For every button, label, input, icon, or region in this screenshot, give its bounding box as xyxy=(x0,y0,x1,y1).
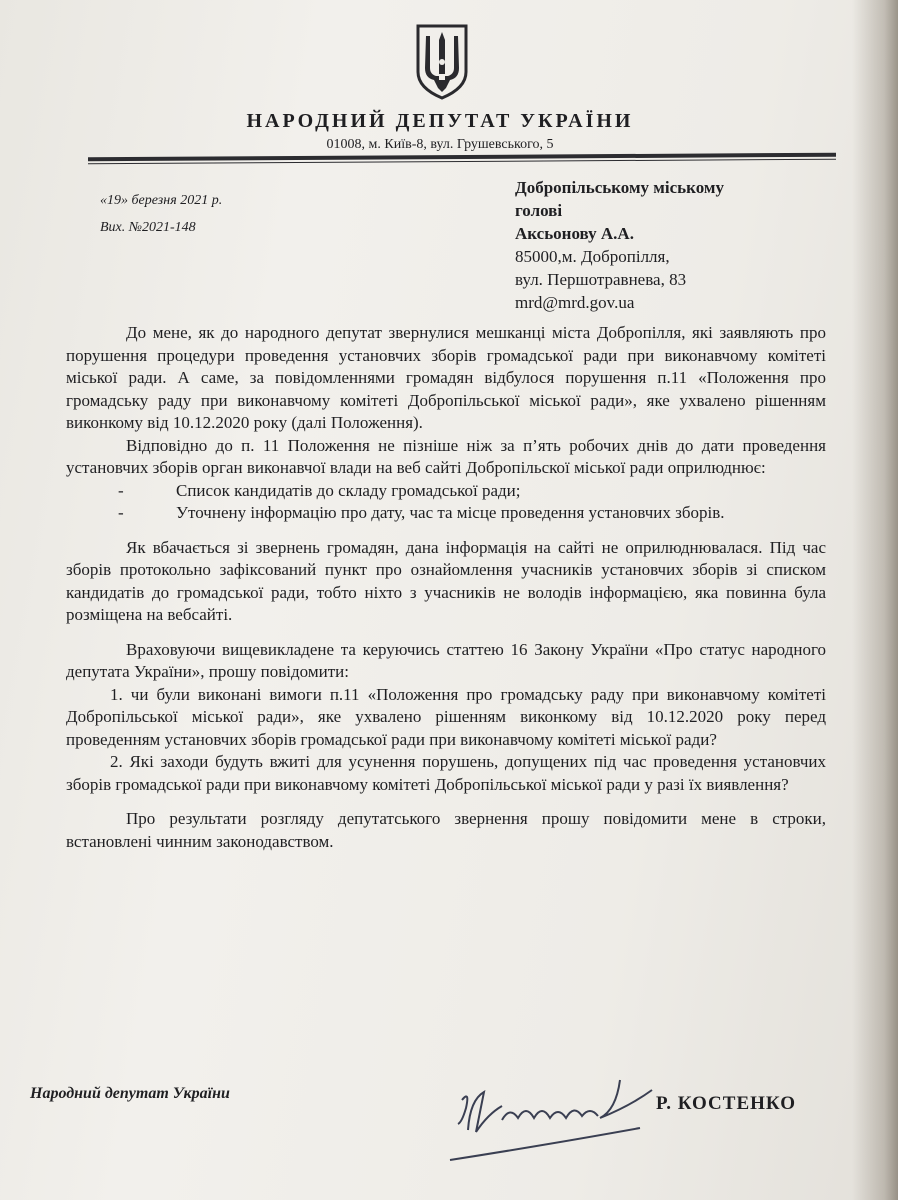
paragraph: Як вбачається зі звернень громадян, дана інформація на сайті не оприлюднювалася. Під час зборів протокольно зафіксований пункт про ознайомлення учасників установчих зборів зі списком кандидатів до громадської ради, тобто ніхто з учасників не володів інформацією, яка повинна була розміщена на вебсайті. xyxy=(66,537,826,624)
paragraph: Відповідно до п. 11 Положення не пізніше ніж за п’ять робочих днів до дати проведення установчих зборів орган виконавчої влади на веб сайті Добропільскої міської ради оприлюднює: xyxy=(66,435,826,477)
paragraph: Враховуючи вищевикладене та керуючись статтею 16 Закону України «Про статус народного депутата України», прошу повідомити: xyxy=(66,639,826,681)
addressee-block xyxy=(515,176,845,314)
addressee-street: вул. Першотравнева, 83 xyxy=(515,270,687,289)
outgoing-number: Вих. №2021-148 xyxy=(100,220,196,235)
signatory-name: Р. КОСТЕНКО xyxy=(656,1093,796,1114)
paragraph: Про результати розгляду депутатського звернення прошу повідомити мене в строки, встановлені чинним законодавством. xyxy=(66,809,826,851)
page-shadow-edge xyxy=(852,0,898,1200)
list-item xyxy=(66,480,826,503)
addressee-email: mrd@mrd.gov.ua xyxy=(515,293,635,312)
handwritten-signature xyxy=(440,1060,680,1170)
bullet-dash: - xyxy=(118,503,124,522)
addressee-name: Аксьонову А.А. xyxy=(515,224,634,243)
question-1: 1. чи були виконані вимоги п.11 «Положення про громадську раду при виконавчому комітеті Добропільської міської ради», яке ухвалено рішенням виконкому від 10.12.2020 року перед проведенням установчих зборів громадської ради при виконавчому комітеті міської ради? xyxy=(66,684,826,749)
question-2: 2. Які заходи будуть вжиті для усунення порушень, допущених під час проведення установчих зборів громадської ради при виконавчому комітеті Добропільської міської ради у разі їх виявлення? xyxy=(66,752,826,794)
letter-body xyxy=(66,322,826,853)
trident-emblem-icon xyxy=(412,22,472,102)
list-item xyxy=(66,502,826,525)
letterhead-title: НАРОДНИЙ ДЕПУТАТ УКРАЇНИ xyxy=(246,110,634,132)
letterhead-address: 01008, м. Київ-8, вул. Грушевського, 5 xyxy=(326,137,554,152)
list-item-text: Уточнену інформацію про дату, час та місце проведення установчих зборів. xyxy=(176,503,725,522)
list-item-text: Список кандидатів до складу громадської ради; xyxy=(176,480,521,500)
letter-date: «19» березня 2021 р. xyxy=(100,193,223,208)
signatory-position: Народний депутат України xyxy=(30,1085,230,1102)
addressee-line: Добропільському міському xyxy=(515,178,724,197)
addressee-address: 85000,м. Добропілля, xyxy=(515,247,670,266)
paragraph: До мене, як до народного депутат звернулися мешканці міста Добропілля, які заявляють про порушення процедури проведення установчих зборів громадської ради при виконавчому комітеті міської ради. А саме, за повідомленнями громадян відбулося порушення п.11 «Положення про громадську раду при виконавчому комітеті Добропільської міської ради», яке ухвалено рішенням виконкому від 10.12.2020 року (далі Положення). xyxy=(66,323,826,432)
bullet-dash: - xyxy=(118,480,124,500)
addressee-line: голові xyxy=(515,201,563,220)
